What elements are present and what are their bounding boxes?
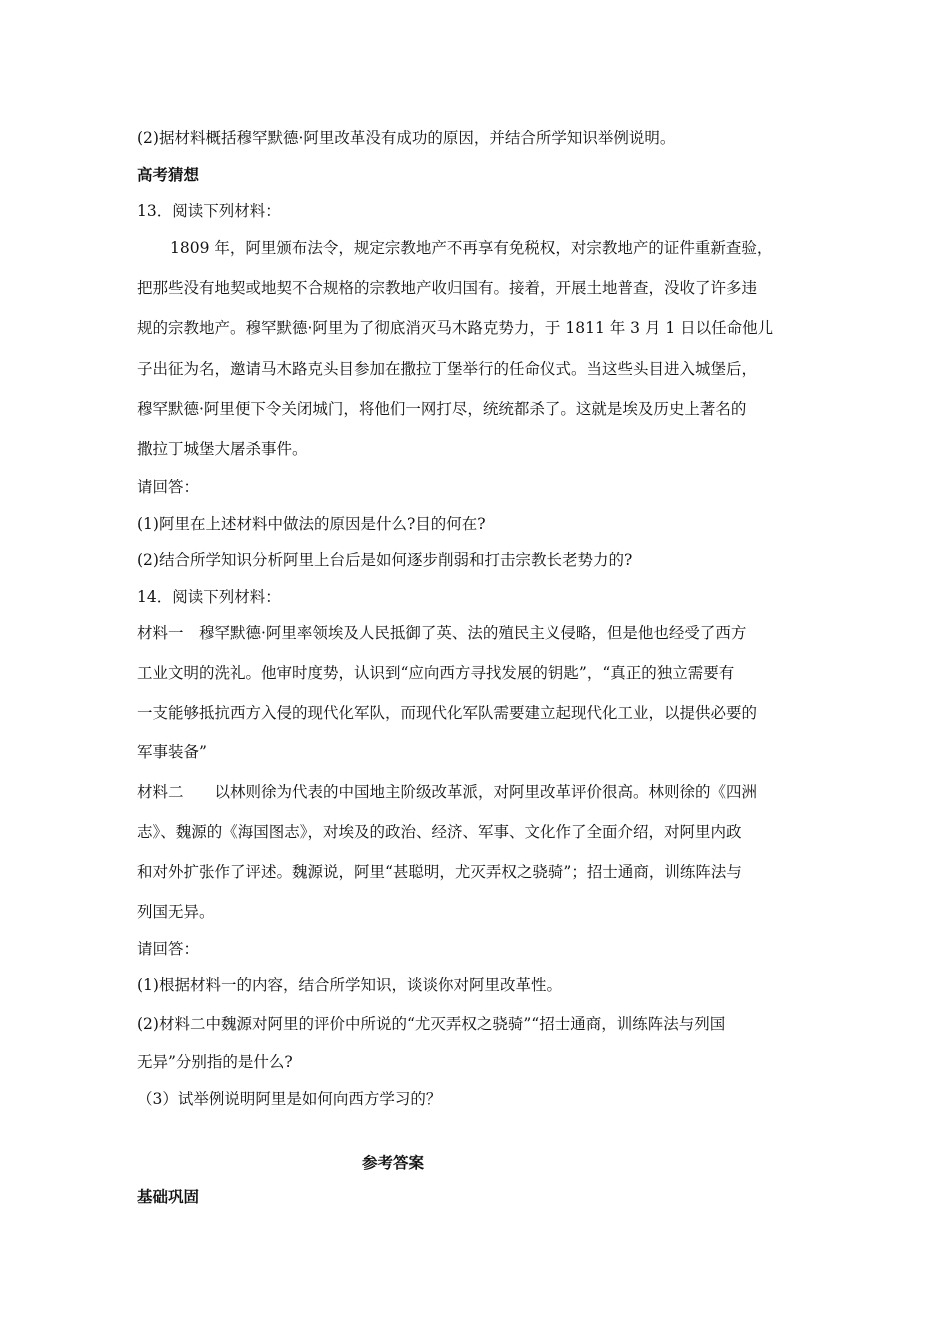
question-14-prompt: 14．阅读下列材料： [137,588,281,606]
question-13-part-1: (1)阿里在上述材料中做法的原因是什么?目的何在? [137,515,486,533]
question-14-part-3: （3）试举例说明阿里是如何向西方学习的？ [137,1090,442,1108]
material-paragraph-line: 把那些没有地契或地契不合规格的宗教地产收归国有。接着，开展土地普查，没收了许多违 [137,279,758,297]
material-one-line: 工业文明的洗礼。他审时度势，认识到“应向西方寻找发展的钥匙”，“真正的独立需要有 [137,664,735,682]
material-paragraph-line: 穆罕默德·阿里便下令关闭城门，将他们一网打尽，统统都杀了。这就是埃及历史上著名的 [137,400,747,418]
material-two-line: 志》、魏源的《海国图志》，对埃及的政治、经济、军事、文化作了全面介绍，对阿里内政 [137,823,742,841]
material-one-line: 军事装备” [137,743,207,761]
answer-prompt: 请回答： [137,478,200,496]
question-12-part-2: (2)据材料概括穆罕默德·阿里改革没有成功的原因，并结合所学知识举例说明。 [137,129,676,147]
section-heading-basic-consolidation: 基础巩固 [137,1187,200,1206]
answer-key-heading: 参考答案 [362,1153,425,1172]
material-one-line: 一支能够抵抗西方入侵的现代化军队，而现代化军队需要建立起现代化工业，以提供必要的 [137,704,758,722]
question-14-part-2: (2)材料二中魏源对阿里的评价中所说的“尤灭弄权之骁骑”“招士通商，训练阵法与列国 [137,1015,726,1033]
material-paragraph-line: 撒拉丁城堡大屠杀事件。 [137,440,308,458]
material-paragraph-line: 1809 年，阿里颁布法令，规定宗教地产不再享有免税权，对宗教地产的证件重新查验， [170,239,773,257]
material-one-line: 材料一 穆罕默德·阿里率领埃及人民抵御了英、法的殖民主义侵略，但是他也经受了西方 [137,624,747,642]
section-heading-exam-prediction: 高考猜想 [137,165,200,184]
material-two-line: 材料二 以林则徐为代表的中国地主阶级改革派，对阿里改革评价很高。林则徐的《四洲 [137,783,758,801]
material-paragraph-line: 子出征为名，邀请马木路克头目参加在撒拉丁堡举行的任命仪式。当这些头目进入城堡后， [137,360,758,378]
question-14-part-2-cont: 无异”分别指的是什么? [137,1053,293,1071]
question-13-part-2: (2)结合所学知识分析阿里上台后是如何逐步削弱和打击宗教长老势力的? [137,551,633,569]
material-two-line: 和对外扩张作了评述。魏源说，阿里“甚聪明，尤灭弄权之骁骑”；招士通商，训练阵法与 [137,863,742,881]
answer-prompt: 请回答： [137,940,200,958]
material-two-line: 列国无异。 [137,903,215,921]
material-paragraph-line: 规的宗教地产。穆罕默德·阿里为了彻底消灭马木路克势力，于 1811 年 3 月 1 日以任命他儿 [137,319,774,337]
question-13-prompt: 13．阅读下列材料： [137,202,281,220]
question-14-part-1: (1)根据材料一的内容，结合所学知识，谈谈你对阿里改革性。 [137,976,562,994]
